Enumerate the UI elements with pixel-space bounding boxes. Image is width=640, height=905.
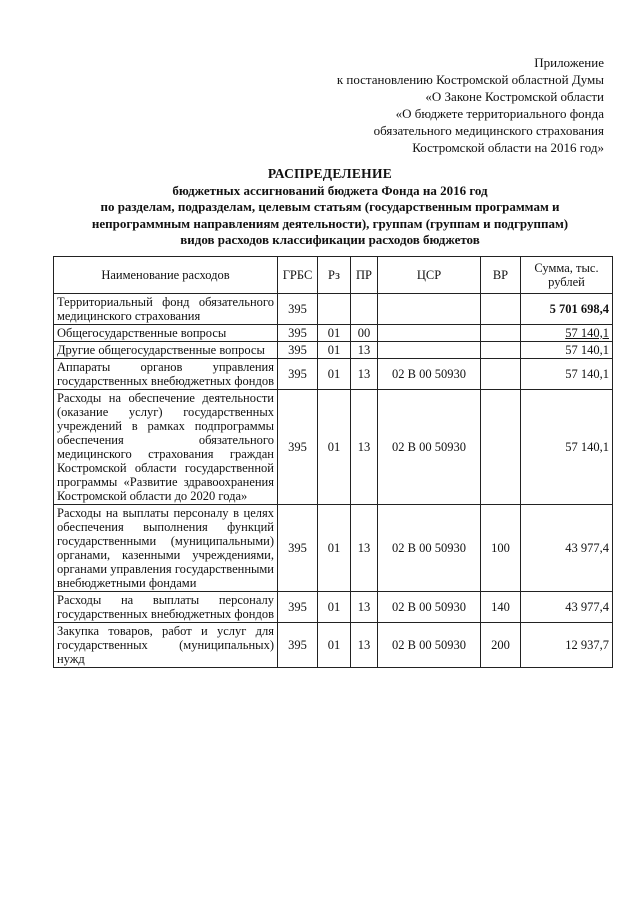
row-vr: 140 <box>481 592 521 623</box>
row-name: Расходы на выплаты персоналу в целях обеспечения выполнения функций государственными (муниципальными) органами, казенными учреждениями, органами управления государственными внебюджетными фондами <box>54 505 278 592</box>
row-grbs: 395 <box>278 592 318 623</box>
row-vr <box>481 342 521 359</box>
row-pr: 13 <box>351 623 378 668</box>
header-csr: ЦСР <box>378 257 481 294</box>
row-pr: 13 <box>351 342 378 359</box>
row-pr <box>351 294 378 325</box>
table-row <box>54 505 613 592</box>
document-title: РАСПРЕДЕЛЕНИЕ <box>267 166 393 181</box>
row-grbs: 395 <box>278 325 318 342</box>
row-sum: 43 977,4 <box>521 505 613 592</box>
row-csr: 02 В 00 50930 <box>378 390 481 505</box>
row-vr: 100 <box>481 505 521 592</box>
row-sum: 12 937,7 <box>521 623 613 668</box>
row-rz: 01 <box>318 623 351 668</box>
table-row <box>54 359 613 390</box>
row-grbs: 395 <box>278 623 318 668</box>
row-pr: 13 <box>351 505 378 592</box>
header-pr: ПР <box>351 257 378 294</box>
row-name: Общегосударственные вопросы <box>54 325 278 342</box>
row-vr <box>481 390 521 505</box>
row-grbs: 395 <box>278 359 318 390</box>
header-vr: ВР <box>481 257 521 294</box>
appendix-line: Костромской области на 2016 год» <box>412 140 604 155</box>
row-name: Аппараты органов управления государственных внебюджетных фондов <box>54 359 278 390</box>
row-rz <box>318 294 351 325</box>
row-name: Территориальный фонд обязательного медицинского страхования <box>54 294 278 325</box>
row-csr: 02 В 00 50930 <box>378 505 481 592</box>
row-sum: 57 140,1 <box>521 342 613 359</box>
header-sum: Сумма, тыс. рублей <box>521 257 613 294</box>
row-name: Другие общегосударственные вопросы <box>54 342 278 359</box>
appendix-line: «О бюджете территориального фонда <box>395 106 604 121</box>
row-pr: 13 <box>351 592 378 623</box>
heading-line: видов расходов классификации расходов бюджетов <box>180 232 480 247</box>
row-sum: 43 977,4 <box>521 592 613 623</box>
row-grbs: 395 <box>278 294 318 325</box>
table-header-row <box>54 257 613 294</box>
row-grbs: 395 <box>278 390 318 505</box>
row-vr <box>481 325 521 342</box>
heading-line: непрограммным направлениям деятельности), группам (группам и подгруппам) <box>91 215 569 231</box>
header-rz: Рз <box>318 257 351 294</box>
row-rz: 01 <box>318 390 351 505</box>
appendix-line: Приложение <box>534 55 604 70</box>
appendix-block <box>244 54 604 156</box>
heading-line: бюджетных ассигнований бюджета Фонда на 2016 год <box>172 182 488 198</box>
budget-table <box>53 256 613 668</box>
heading-line: по разделам, подразделам, целевым статьям (государственным программам и <box>100 199 560 214</box>
row-rz: 01 <box>318 592 351 623</box>
table-row <box>54 390 613 505</box>
table-row <box>54 294 613 325</box>
appendix-line: обязательного медицинского страхования <box>373 123 604 138</box>
table-row <box>54 342 613 359</box>
row-sum: 57 140,1 <box>521 390 613 505</box>
header-name: Наименование расходов <box>54 257 278 294</box>
row-csr <box>378 342 481 359</box>
row-pr: 13 <box>351 359 378 390</box>
row-rz: 01 <box>318 505 351 592</box>
row-grbs: 395 <box>278 505 318 592</box>
header-grbs: ГРБС <box>278 257 318 294</box>
row-csr <box>378 325 481 342</box>
row-csr: 02 В 00 50930 <box>378 623 481 668</box>
row-csr: 02 В 00 50930 <box>378 359 481 390</box>
row-sum: 57 140,1 <box>521 359 613 390</box>
row-grbs: 395 <box>278 342 318 359</box>
document-heading <box>40 166 620 249</box>
row-vr <box>481 294 521 325</box>
row-sum: 5 701 698,4 <box>521 294 613 325</box>
table-row <box>54 325 613 342</box>
row-vr: 200 <box>481 623 521 668</box>
row-vr <box>481 359 521 390</box>
row-pr: 13 <box>351 390 378 505</box>
table-row <box>54 592 613 623</box>
row-rz: 01 <box>318 325 351 342</box>
appendix-line: «О Законе Костромской области <box>425 89 604 104</box>
row-csr: 02 В 00 50930 <box>378 592 481 623</box>
row-name: Расходы на обеспечение деятельности (оказание услуг) государственных учреждений в рамках подпрограммы обеспечения обязательного медицинского страхования граждан Костромской области государственной программы «Развитие здравоохранения Костромской области до 2020 года» <box>54 390 278 505</box>
row-csr <box>378 294 481 325</box>
appendix-line: к постановлению Костромской областной Думы <box>336 72 604 87</box>
row-sum: 57 140,1 <box>521 325 613 342</box>
row-rz: 01 <box>318 359 351 390</box>
row-name: Расходы на выплаты персоналу государственных внебюджетных фондов <box>54 592 278 623</box>
row-name: Закупка товаров, работ и услуг для государственных (муниципальных) нужд <box>54 623 278 668</box>
table-row <box>54 623 613 668</box>
row-rz: 01 <box>318 342 351 359</box>
row-pr: 00 <box>351 325 378 342</box>
